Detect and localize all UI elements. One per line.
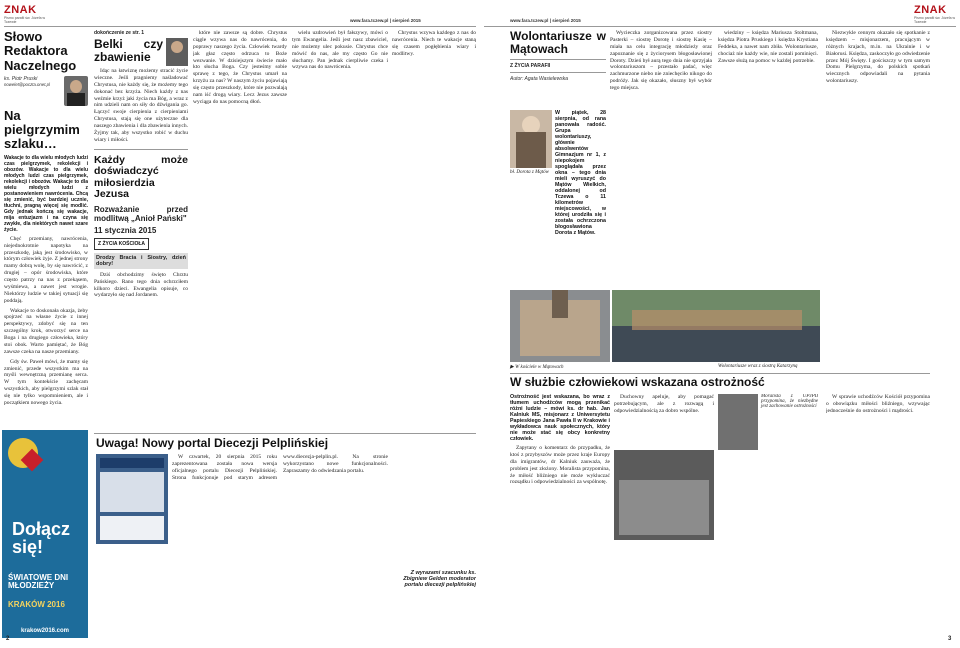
article2-column-4: W sprawie uchodźców Kościół przypomina o obowiązku miłości bliźniego, wzywając jednocześnie do ostrożności i mądrości.	[826, 394, 930, 414]
editorial-paragraph: Wakacje to doskonała okazja, żeby spojrzeć na własne życie z innej perspektywy, zdobyć się na ten szczególny krok, otworzyć serce na Boga i na drugiego człowieka, który stoi obok. Warto pamiętać, że Bóg zawsze czeka na nasze przemiany.	[4, 307, 88, 355]
article-column-2	[94, 30, 188, 435]
sdm-city: KRAKÓW 2016	[8, 600, 65, 609]
editorial-paragraph: Chęć przemiany, nawrócenia, niejednokrotnie napotyka na przeszkodę, jaką jest środowisko, w którym człowiek żyje. Z jednej strony mamy dobrą wolę, by się nawrócić, z drugiej – opór środowiska, które często patrzy na nas z przekąsem, wyśmiewa, a nawet jest wrogie. Niektórzy ludzie w takiej sytuacji się poddają.	[4, 235, 88, 304]
znak-logo	[914, 4, 956, 24]
photo-caption: Moralista z UPJPII przypomina, że niezbędne jest zachowanie ostrożności	[761, 394, 818, 409]
portal-banner-body	[172, 454, 388, 594]
article2-column-2: Duchowny apeluje, aby pomagać potrzebującym, ale z rozwagą i odpowiedzialnością za dobro wspólne.	[614, 394, 714, 414]
article2-title: W służbie człowiekowi wskazana ostrożność	[510, 375, 765, 389]
refugees-photo	[614, 450, 714, 540]
continued-note: dokończenie ze str. 1	[94, 30, 145, 36]
editorial-byline	[4, 76, 88, 106]
sdm-krakow-ad[interactable]	[2, 430, 88, 638]
article-title: Belki czy zbawienie	[94, 37, 163, 65]
church-photo	[510, 290, 610, 362]
article-author: Autor: Agata Wasielewska	[510, 76, 569, 83]
editorial-column	[4, 30, 88, 430]
sdm-url[interactable]: krakow2016.com	[20, 628, 70, 634]
page-number: 3	[948, 636, 952, 642]
right-page: www.fara.tczew.pl | sierpień 2015 ZNAK Pismo parafii św. Józefa w Tczewie Wolontariusze w Mątowach Z ŻYCIA PARAFII Autor: Agata Wasielewska bł. Dorota z Mątów W piątek, 28 sierpnia, od rana panowała radość. Grupa wolontariuszy, głównie absolwentów Gimnazjum nr 1, z niepokojem spoglądała przez okna – tego dnia mieli wyruszyć do Mątów Wielkich, oddalonej od Tczewa o 11 kilometrów miejscowości, w której urodziła się i została ochrzczona błogosławiona Dorota z Mątów. Wycieczka zorganizowana przez siostry Pasterki – siostrę Dorotę i siostrę Kasię – miała na celu integrację młodzieży oraz zapoznanie się z życiorysem błogosławionej Doroty. Dzień był aurą tego dnia nie sprzyjała wolontariuszom – przestało padać, więc zachmurzone niebo nie zniechęciło nikogo do podróży. Jak się okazało, słuszny był wybór tego miejsca. wiedziny – księdza Mariusza Stoltmana, księdza Piotra Pruskiego i księdza Krystiana Feddeka, a nawet nam zbiła. Wolontariusze, chociaż nie każdy wie, nie zostali pominięci. Zawsze służą na pomoc w każdej potrzebie. Niezwykle cennym okazało się spotkanie z księdzem – misjonarzem, pracującym w różnych krajach, m.in. na Ukrainie i w Białorusi. Księdza, zaskoczyło go odwiedzenie przez Mój Święty. I gościszczy w tym samym Domu Pielgrzyma, do polskich spotkań wiecznych odpowiadali na pytania wolontariuszy. ▶ W kościele w Mątowach Wolontariusze wraz z siostrą Katarzyną W służbie człowiekowi wskazana ostrożność Ostrożność jest wskazana, bo wraz z tłumem uchodźców mogą przenikać różni ludzie – mówi ks. dr hab. Jan Kalniuk MS, misjonarz z Uniwersytetu Papieskiego Jana Pawła II w Krakowie i wykładowca nauk społecznych, który nie może stać się obcy konkretny człowiek. Zapytany o komentarz do przypadku, że ktoś z przybyszów może przez kraje Europy dla imigrantów, dr Kalniuk zauważa, że problem jest złożony. Moralista przypomina, że miłość bliźniego nie może wykluczać rozsądku i odpowiedzialności za wspólnotę. Duchowny apeluje, aby pomagać potrzebującym, ale z rozwagą i odpowiedzialnością za dobro wspólne. Moralista z UPJPII przypomina, że niezbędne jest zachowanie ostrożności W sprawie uchodźców Kościół przypomina o obowiązku miłości bliźniego, wzywając jednocześnie do ostrożności i mądrości. 3	[480, 0, 960, 648]
article-paragraph: Idąc na łatwiznę możemy stracić życie wieczne. Jeśli pragniemy naśladować Chrystusa, nie każdy się, że możemy tego dokonać bez krzyża. Niech każdy z nas weźmie krzyż jaki życia ma Bóg, a wraz z nim udzieli nam on siły do dźwigania go. Łączyć swoje cierpienia z cierpieniami Chrystusa, stają się one użyteczne dla naszego zbawienia i dla zbawienia innych. Żyjmy tak, aby wszystko robić w duchu wiary i miłości.	[94, 68, 188, 143]
promo-paragraph: Dziś obchodzimy święto Chrztu Pańskiego. Rano tego dnia ochrzciłem kilkoro dzieci. Ewangelia opisuje, co wydarzyło się nad Jordanem.	[94, 271, 188, 299]
signature: Z wyrazami szacunku ks. Zbigniew Gelden moderator portalu diecezji pelplińskiej	[403, 570, 476, 588]
portal-banner-title: Uwaga! Nowy portal Diecezji Pelplińskiej	[96, 436, 329, 450]
article2-column-1	[510, 394, 610, 624]
sdm-line2: się!	[12, 537, 44, 557]
editorial-email: nowelet@poczta.onet.pl	[4, 81, 50, 87]
logo-subtitle: Pismo parafii św. Józefa w Tczewie	[914, 16, 956, 24]
volunteers-lead: W piątek, 28 sierpnia, od rana panowała radość. Grupa wolontariuszy, głównie absolwentów Gimnazjum nr 1, z niepokojem spoglądała przez okna – tego dnia mieli wyruszyć do Mątów Wielkich, oddalonej od Tczewa o 11 kilometrów miejscowości, w której urodziła się i została ochrzczona błogosławiona Dorota z Mątów.	[555, 110, 606, 237]
logo-text: ZNAK	[914, 4, 947, 16]
sdm-line1: Dołącz	[12, 519, 71, 539]
article-column-3	[193, 30, 287, 430]
volunteers-column-3	[718, 30, 818, 286]
article2-paragraph: Zapytany o komentarz do przypadku, że ktoś z przybyszów może przez kraje Europy dla imigrantów, dr Kalniuk zauważa, że problem jest złożony. Moralista przypomina, że miłość bliźniego nie może wykluczać rozsądku i odpowiedzialności za wspólnotę.	[510, 445, 610, 486]
volunteers-column-2	[610, 30, 712, 286]
section-badge: Z ŻYCIA KOŚCIOŁA	[94, 238, 149, 250]
promo-lead: Drodzy Bracia i Siostry, dzień dobry!	[96, 254, 186, 267]
header-issue: sierpień 2015	[392, 18, 421, 23]
promo-subtitle: Rozważanie przed modlitwą „Anioł Pański"	[94, 204, 188, 223]
portal-banner-paragraph: W czwartek, 20 sierpnia 2015 roku zaprezentowana została nowa wersja oficjalnego portalu Diecezji Pelplińskiej. Strona funkcjonuje pod starym adresem www.diecezja-pelplin.pl. Na stronie wykorzystano nowe funkcjonalności. Zapraszamy do odwiedzania portalu.	[172, 454, 388, 481]
editorial-paragraph: Gdy św. Paweł mówi, że mamy się zmienić, przede wszystkim ma na myśli wewnętrzną przemianę serca. W tym kontekście zachęcam wszystkich, aby pielgrzymi szlak stał się nie tylko wspomnieniem, ale i początkiem nowego życia.	[4, 358, 88, 406]
logo-subtitle: Pismo parafii św. Józefa w Tczewie	[4, 16, 46, 24]
article-column-5: Chrystus wzywa każdego z nas do nawrócenia. Niech te wakacje staną się czasem pogłębienia wiary i modlitwy.	[392, 30, 476, 57]
portal-screenshot	[96, 454, 168, 544]
dorota-portrait	[510, 110, 552, 168]
editorial-lead: Wakacje to dla wielu młodych ludzi czas pielgrzymek, rekolekcji i obozów. Wakacje to dla wielu młodych ludzi czas pielgrzymek, rekolekcji i obozów. Wakacje to dla wielu młodych ludzi z postanowieniem nawrócenia. Chcą się zmienić, być bardziej ucznie, tłuchni, pragną więcej się modlić. Gdy jednak kończą się wakacje, mija entuzjazm i na czyna się zwykłe, dla niektórych nawet szare życie.	[4, 154, 88, 233]
headline: Na pielgrzymim szlaku…	[4, 107, 80, 152]
promo-title: Każdy może doświadczyć miłosierdzia Jezusa	[94, 153, 188, 201]
znak-logo	[4, 4, 46, 24]
sdm-title: ŚWIATOWE DNI MŁODZIEŻY	[8, 573, 69, 591]
photo-caption: Wolontariusze wraz z siostrą Katarzyną	[718, 364, 798, 369]
priest-photo	[718, 394, 758, 450]
article-paragraph: wielu uzdrowień był fałszywy, mówi o tym Ewangelia. Jeśli jest nasz zbawiciel, nie możemy ulec pokusie. Chrystus chce mówić do nas, ale my często Go nie słuchamy. Pan jednak cierpliwie czeka i wzywa nas do nawrócenia.	[292, 30, 388, 71]
page-header: www.fara.tczew.pl | sierpień 2015	[510, 18, 581, 23]
volunteers-title: Wolontariusze w Mątowach	[510, 30, 606, 57]
editorial-author: ks. Piotr Pruski	[4, 75, 38, 82]
article-paragraph: które nie zawsze są dobre. Chrystus ciągle wzywa nas do nawrócenia, do poprawy naszego życia. Człowiek twardy jak głaz często odrzuca to Boże wezwanie. W dzisiejszym świecie mało kto słucha Boga. Czy jesteśmy sobie sprawę z tego, że Chrystus umarł na krzyżu za nas? W naszym życiu pojawiają się często przeszkody, które nie pozwalają nam iść drogą wiary. Lecz Jezus zawsze wyciąga do nas pomocną dłoń.	[193, 30, 287, 105]
photo-caption: bł. Dorota z Mątów	[510, 170, 549, 176]
author-photo	[166, 38, 188, 66]
author-photo	[64, 76, 88, 106]
volunteers-column-4	[826, 30, 930, 360]
page-header: www.fara.tczew.pl | sierpień 2015	[350, 18, 421, 23]
editorial-title: Słowo Redaktora Naczelnego	[4, 30, 77, 73]
section-label: Z ŻYCIA PARAFII	[510, 63, 551, 70]
article-column-4	[292, 30, 388, 430]
article-paragraph: wiedziny – księdza Mariusza Stoltmana, księdza Piotra Pruskiego i księdza Krystiana Feddeka, a nawet nam zbiła. Wolontariusze, chociaż nie każdy wie, nie zostali pominięci. Zawsze służą na pomoc w każdej potrzebie.	[718, 30, 818, 64]
promo-date: 11 stycznia 2015	[94, 225, 157, 235]
header-site: www.fara.tczew.pl	[350, 18, 389, 23]
article-paragraph: Niezwykle cennym okazało się spotkanie z księdzem – misjonarzem, pracującym w różnych krajach, m.in. na Ukrainie i w Białorusi. Księdza, zaskoczyło go odwiedzenie przez Mój Święty. I gościszczy w tym samym Domu Pielgrzyma, do polskich spotkań wiecznych odpowiadali na pytania wolontariuszy.	[826, 30, 930, 85]
header-issue: sierpień 2015	[552, 18, 581, 23]
group-photo	[612, 290, 820, 362]
article2-column-3	[718, 394, 818, 624]
header-rule	[4, 26, 476, 27]
article-paragraph: Wycieczka zorganizowana przez siostry Pasterki – siostrę Dorotę i siostrę Kasię – miała na celu integrację młodzieży oraz zapoznanie się z życiorysem błogosławionej Doroty. Dzień był aurą tego dnia nie sprzyjała wolontariuszom – przestało padać, więc zachmurzone niebo nie zniechęciło nikogo do podróży. Jak się okazało, słuszny był wybór tego miejsca.	[610, 30, 712, 91]
header-site: www.fara.tczew.pl	[510, 18, 549, 23]
logo-text: ZNAK	[4, 4, 37, 16]
article2-lead: Ostrożność jest wskazana, bo wraz z tłumem uchodźców mogą przenikać różni ludzie – mówi ks. dr hab. Jan Kalniuk MS, misjonarz z Uniwersytetu Papieskiego Jana Pawła II w Krakowie i wykładowca nauk społecznych, który nie może stać się obcy konkretny człowiek.	[510, 394, 610, 442]
page-number: 2	[6, 636, 10, 642]
header-rule	[484, 26, 956, 27]
